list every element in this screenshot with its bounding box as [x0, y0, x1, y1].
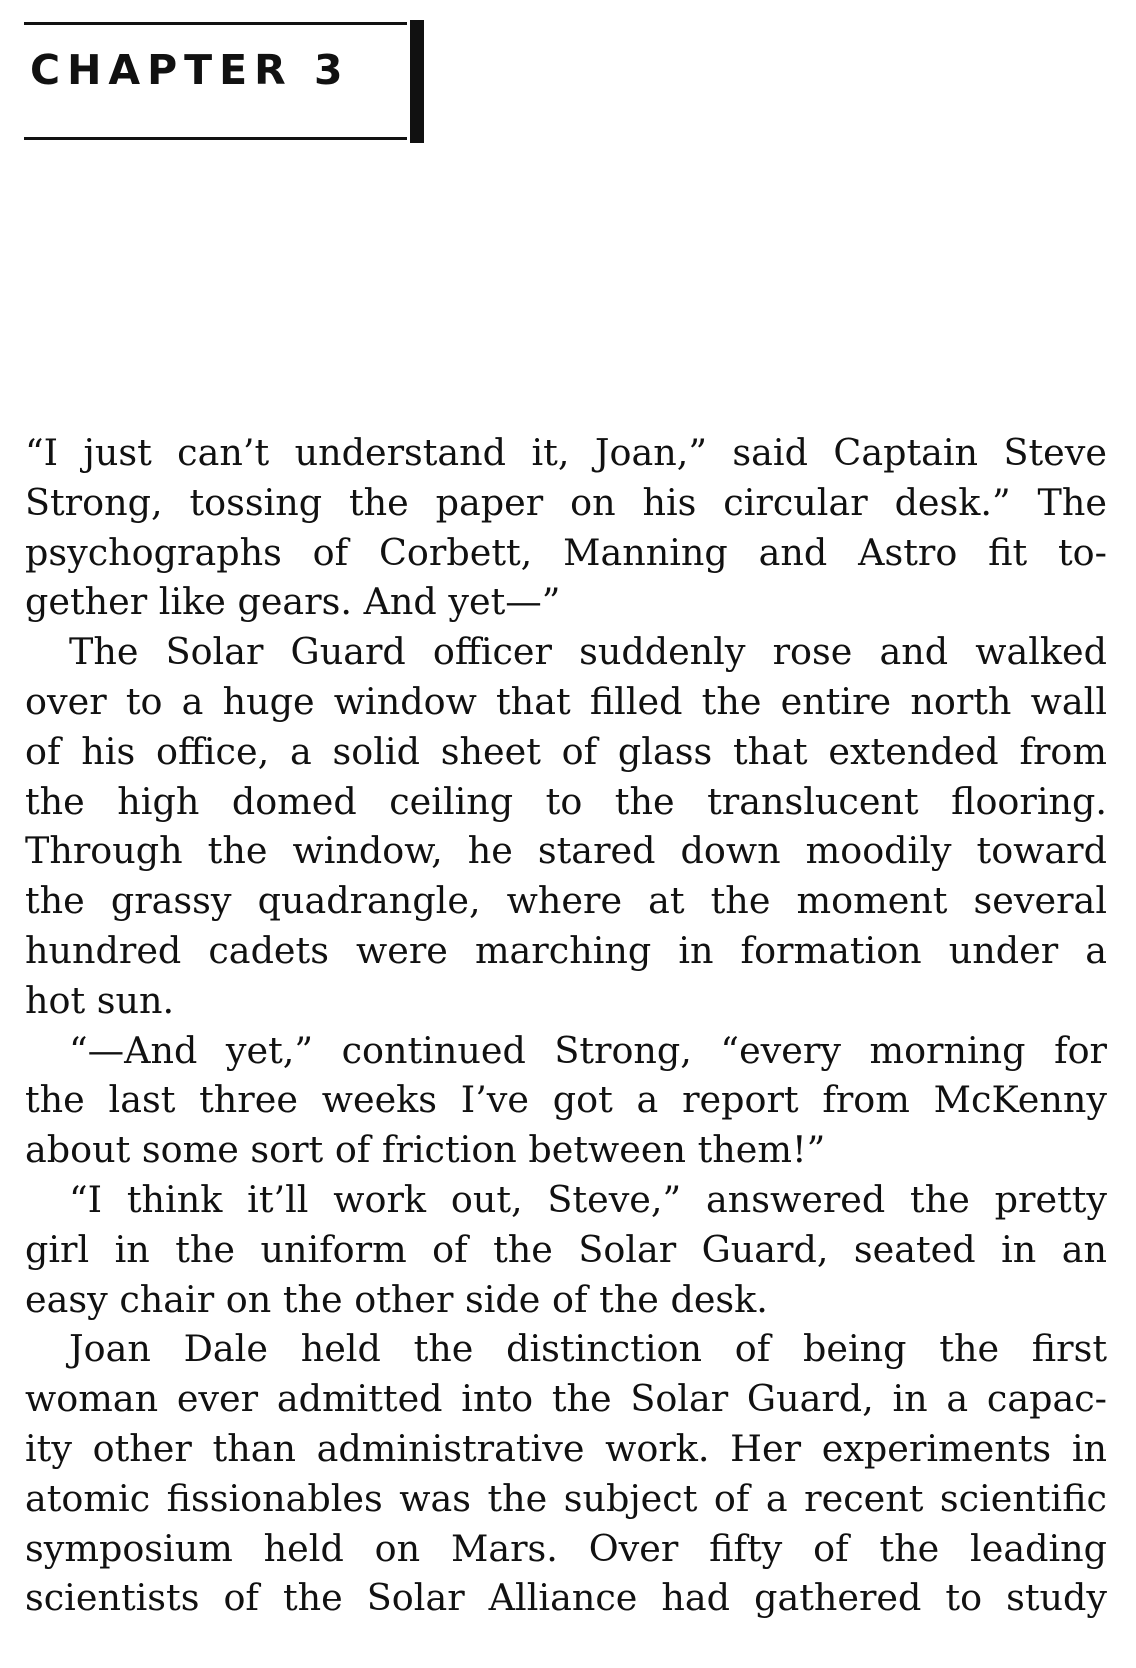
text-line: “—And yet,” continued Strong, “every morning for: [69, 1028, 1107, 1072]
body-text: [25, 428, 1107, 1623]
text-line: ity other than administrative work. Her experiments in: [25, 1426, 1107, 1470]
text-line: scientists of the Solar Alliance had gathered to study: [25, 1576, 1107, 1620]
text-line: easy chair on the other side of the desk.: [25, 1277, 768, 1321]
text-line: the last three weeks I’ve got a report from McKenny: [25, 1078, 1107, 1122]
text-line: symposium held on Mars. Over fifty of the leading: [25, 1526, 1107, 1570]
paragraph-4: [25, 1175, 1107, 1324]
paragraph-2: [25, 627, 1107, 1025]
text-line: the grassy quadrangle, where at the moment several: [25, 879, 1107, 923]
text-line: girl in the uniform of the Solar Guard, seated in an: [25, 1227, 1107, 1271]
text-line: gether like gears. And yet—”: [25, 580, 561, 624]
text-line: woman ever admitted into the Solar Guard, in a capac-: [25, 1377, 1107, 1421]
chapter-heading-bar: [410, 20, 424, 143]
text-line: hot sun.: [25, 978, 175, 1022]
text-line: The Solar Guard officer suddenly rose and walked: [69, 630, 1107, 674]
paragraph-3: [25, 1026, 1107, 1175]
text-line: “I think it’ll work out, Steve,” answered the pretty: [69, 1177, 1107, 1221]
paragraph-5: [25, 1324, 1107, 1623]
text-line: about some sort of friction between them!”: [25, 1128, 826, 1172]
text-line: hundred cadets were marching in formation under a: [25, 928, 1107, 972]
chapter-title: CHAPTER 3: [30, 46, 350, 94]
text-line: Joan Dale held the distinction of being the first: [69, 1327, 1107, 1371]
text-line: over to a huge window that filled the entire north wall: [25, 679, 1107, 723]
text-line: Through the window, he stared down moodily toward: [25, 829, 1107, 873]
paragraph-1: [25, 428, 1107, 627]
text-line: atomic fissionables was the subject of a recent scientific: [25, 1476, 1107, 1520]
text-line: psychographs of Corbett, Manning and Astro fit to-: [25, 530, 1107, 574]
text-line: of his office, a solid sheet of glass that extended from: [25, 729, 1107, 773]
text-line: the high domed ceiling to the translucent flooring.: [25, 779, 1107, 823]
text-line: Strong, tossing the paper on his circular desk.” The: [25, 480, 1107, 524]
text-line: “I just can’t understand it, Joan,” said Captain Steve: [25, 431, 1107, 474]
